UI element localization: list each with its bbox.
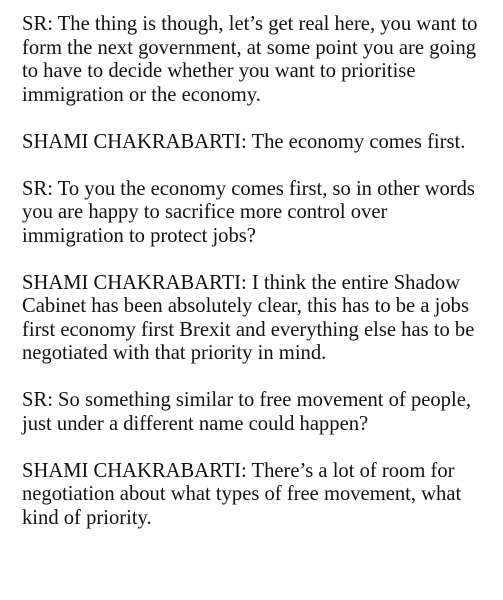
paragraph-4 — [22, 272, 497, 366]
text-line: SR: So something similar to free movement of people, — [22, 389, 471, 411]
text-line: Cabinet has been absolutely clear, this has to be a jobs — [22, 295, 469, 317]
text-line: kind of priority. — [22, 506, 152, 529]
transcript-document — [22, 13, 497, 554]
text-line: you are happy to sacrifice more control over — [22, 201, 388, 223]
text-line: negotiated with that priority in mind. — [22, 342, 327, 364]
text-line: immigration or the economy. — [22, 83, 261, 106]
text-line: to have to decide whether you want to prioritise — [22, 60, 416, 82]
text-line: just under a different name could happen? — [22, 412, 369, 435]
text-line: SHAMI CHAKRABARTI: The economy comes first. — [22, 130, 466, 153]
text-line: SHAMI CHAKRABARTI: There’s a lot of room for — [22, 459, 455, 482]
paragraph-5 — [22, 389, 497, 436]
text-line: SHAMI CHAKRABARTI: I think the entire Shadow — [22, 271, 461, 294]
text-line: first economy first Brexit and everything else has to be — [22, 318, 475, 341]
text-line: negotiation about what types of free movement, what — [22, 483, 462, 505]
text-line: immigration to protect jobs? — [22, 224, 256, 247]
paragraph-6 — [22, 460, 497, 531]
paragraph-1 — [22, 13, 497, 107]
text-line: SR: The thing is though, let’s get real here, you want to — [22, 13, 478, 35]
paragraph-2 — [22, 131, 497, 155]
text-line: form the next government, at some point you are going — [22, 36, 477, 59]
text-line: SR: To you the economy comes first, so in other words — [22, 177, 475, 200]
paragraph-3 — [22, 178, 497, 249]
